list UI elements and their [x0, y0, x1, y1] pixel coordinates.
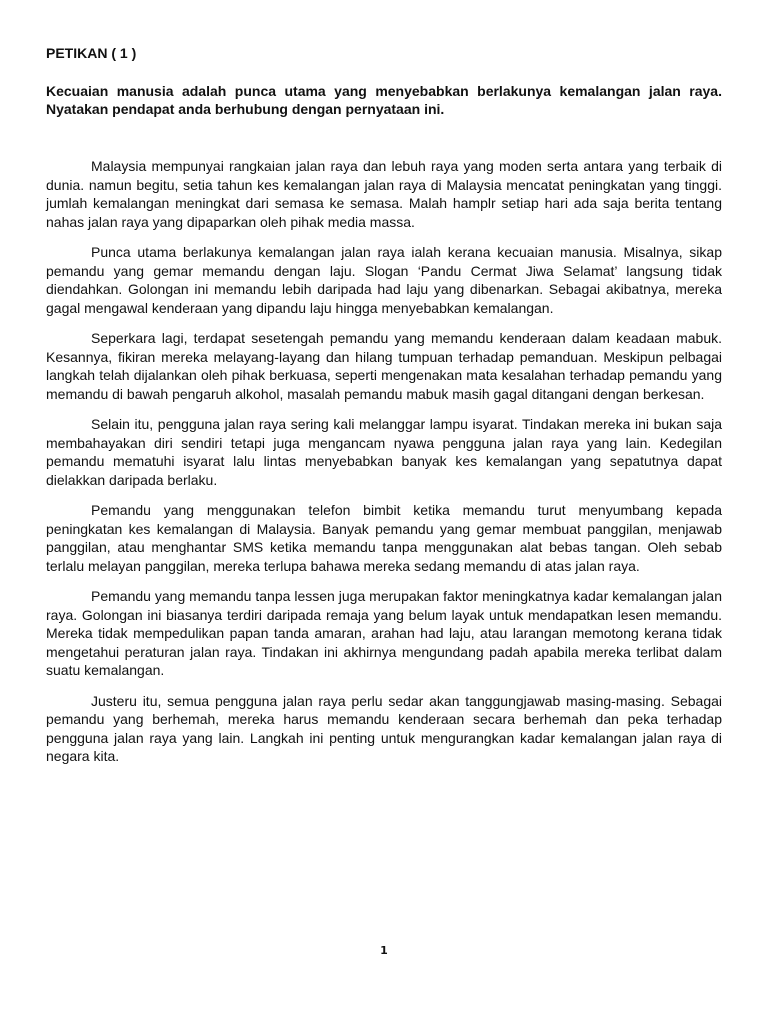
document-page	[46, 44, 722, 778]
paragraph-4: Selain itu, pengguna jalan raya sering kali melanggar lampu isyarat. Tindakan mereka ini bukan saja membahayakan diri sendiri tetapi juga mengancam nyawa pengguna jalan raya yang lain. Kedegilan pemandu mematuhi isyarat lalu lintas menyebabkan banyak kes kemalangan yang sepatutnya dapat dielakkan daripada berlaku.	[46, 416, 722, 488]
essay-body	[46, 157, 722, 766]
paragraph-1: Malaysia mempunyai rangkaian jalan raya dan lebuh raya yang moden serta antara yang terbaik di dunia. namun begitu, setia tahun kes kemalangan jalan raya di Malaysia mencatat peningkatan yang tinggi. jumlah kemalangan meningkat dari semasa ke semasa. Malah hamplr setiap hari ada saja berita tentang nahas jalan raya yang dipaparkan oleh pihak media massa.	[46, 158, 722, 230]
paragraph-3: Seperkara lagi, terdapat sesetengah pemandu yang memandu kenderaan dalam keadaan mabuk. Kesannya, fikiran mereka melayang-layang dan hilang tumpuan terhadap pemanduan. Meskipun pelbagai langkah telah dijalankan oleh pihak berkuasa, seperti mengenakan mata kesalahan terhadap pemandu yang memandu di bawah pengaruh alkohol, masalah pemandu mabuk masih gagal ditangani dengan berkesan.	[46, 330, 722, 402]
page-number: 1	[380, 944, 388, 957]
paragraph-5: Pemandu yang menggunakan telefon bimbit ketika memandu turut menyumbang kepada peningkatan kes kemalangan di Malaysia. Banyak pemandu yang gemar membuat panggilan, menjawab panggilan, atau menghantar SMS ketika memandu tanpa menggunakan alat bebas tangan. Oleh sebab terlalu melayan panggilan, mereka terlupa bahawa mereka sedang memandu di atas jalan raya.	[46, 502, 722, 574]
paragraph-2: Punca utama berlakunya kemalangan jalan raya ialah kerana kecuaian manusia. Misalnya, sikap pemandu yang gemar memandu dengan laju. Slogan ‘Pandu Cermat Jiwa Selamat’ langsung tidak diendahkan. Golongan ini memandu lebih daripada had laju yang dibenarkan. Sebagai akibatnya, mereka gagal mengawal kenderaan yang dipandu laju hingga menyebabkan kemalangan.	[46, 244, 722, 316]
essay-question: Kecuaian manusia adalah punca utama yang menyebabkan berlakunya kemalangan jalan raya. Nyatakan pendapat anda berhubung dengan pernyataan ini.	[46, 83, 722, 117]
paragraph-7: Justeru itu, semua pengguna jalan raya perlu sedar akan tanggungjawab masing-masing. Sebagai pemandu yang berhemah, mereka harus memandu kenderaan secara berhemah dan peka terhadap pengguna jalan raya yang lain. Langkah ini penting untuk mengurangkan kadar kemalangan jalan raya di negara kita.	[46, 692, 722, 764]
paragraph-6: Pemandu yang memandu tanpa lessen juga merupakan faktor meningkatnya kadar kemalangan jalan raya. Golongan ini biasanya terdiri daripada remaja yang belum layak untuk mendapatkan lesen memandu. Mereka tidak mempedulikan papan tanda amaran, arahan had laju, atau larangan memotong kerana tidak mengetahui peraturan jalan raya. Tindakan ini akhirnya mengundang padah apabila mereka terlibat dalam suatu kemalangan.	[46, 588, 722, 678]
passage-heading: PETIKAN ( 1 )	[46, 45, 137, 61]
